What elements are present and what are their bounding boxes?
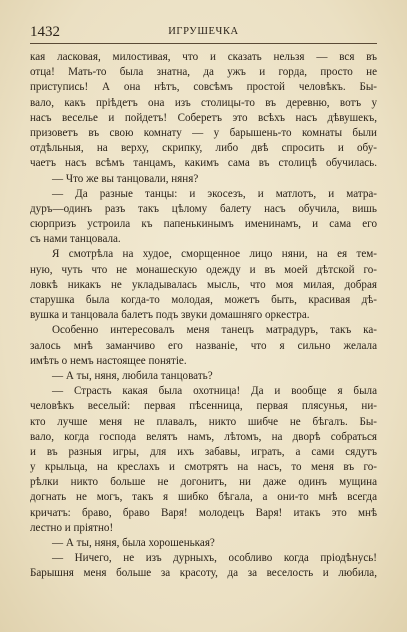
text-line: и въ разныя игры, для ихъ забавы, играть, а сами сядутъ	[30, 445, 377, 458]
text-line: дуръ—одинъ разъ такъ цѣлому балету насъ обучила, вишь	[30, 202, 377, 215]
text-line: чаетъ насъ всѣмъ танцамъ, какимъ сама въ столицѣ обучилась.	[30, 157, 377, 170]
text-line: — Что же вы танцовали, няня?	[52, 172, 199, 185]
text-line: ную, чуть что не монашескую одежду и въ моей дѣтской го-	[30, 263, 377, 276]
text-line: у крыльца, на креслахъ и смотрятъ на насъ, то меня въ го-	[30, 461, 377, 474]
text-line: съ нами танцовала.	[30, 233, 121, 246]
text-line: — Ничего, не изъ дурныхъ, особливо когда пріодѣнусь!	[52, 552, 377, 565]
text-line: — Да разные танцы: и экосезъ, и матлотъ, и матра-	[52, 187, 377, 200]
text-line: кто лучше меня не плавалъ, никто шибче не бѣгалъ. Бы-	[30, 415, 377, 428]
text-line: Особенно интересовалъ меня танецъ матрадуръ, такъ ка-	[52, 324, 377, 337]
text-line: вушка и танцовала балетъ подъ звуки домашняго оркестра.	[30, 309, 310, 322]
text-line: отдѣльныя, на верху, скрипку, либо двѣ спросить и обу-	[30, 142, 377, 155]
text-line: старушка была когда-то молодая, можетъ быть, красивая дѣ-	[30, 294, 377, 306]
text-line: залось мнѣ заманчиво его названіе, что я сильно желала	[30, 339, 377, 352]
text-line: кая ласковая, милостивая, что и сказать нельзя — вся въ	[30, 51, 377, 63]
text-line: лестно и пріятно!	[30, 521, 114, 534]
text-line: — А ты, няня, любила танцовать?	[52, 369, 213, 382]
page-header	[30, 22, 377, 42]
text-line: вало, когда господа велятъ намъ, лѣтомъ, на дворѣ собраться	[30, 430, 377, 443]
text-line: сюрпризъ устроила къ папенькинымъ именинамъ, и сама его	[30, 218, 377, 231]
text-line: ловкѣ никакъ не укладывалась мысль, что моя милая, добрая	[30, 278, 377, 291]
text-line: вало, какъ пріѣдетъ она изъ столицы-то въ деревню, вотъ у	[30, 96, 377, 109]
text-line: Барышня меня больше за красоту, да за веселость и любила,	[30, 567, 377, 580]
text-line: насъ веселье и пойдетъ! Соберетъ это всѣхъ насъ дѣвушекъ,	[30, 111, 377, 124]
body-text	[30, 50, 377, 582]
header-rule	[30, 43, 377, 44]
text-line: приступись! А она нѣтъ, совсѣмъ простой человѣкъ. Бы-	[30, 81, 377, 94]
text-line: кричатъ: браво, браво Варя! молодецъ Варя! итакъ это мнѣ	[30, 506, 377, 519]
text-line: рѣлки никто больше не догонитъ, ни даже одинъ мущина	[30, 476, 377, 489]
text-line: Я смотрѣла на худое, сморщенное лицо няни, на ея тем-	[52, 248, 377, 261]
text-line: — Страсть какая была охотница! Да и вообще я была	[52, 385, 377, 398]
text-line: — А ты, няня, была хорошенькая?	[52, 537, 215, 549]
text-line: имѣть о немъ настоящее понятіе.	[30, 354, 187, 367]
text-line: призоветъ въ свою комнату — у барышень-то комнаты были	[30, 126, 377, 139]
text-line: догнать не могъ, такъ я шибко бѣгала, а они-то мнѣ всегда	[30, 491, 377, 504]
text-line: отца! Мать-то была знатна, да ужъ и горда, просто не	[30, 66, 377, 79]
page-number: 1432	[30, 24, 60, 40]
running-title: ИГРУШЕЧКА	[168, 26, 239, 37]
text-line: человѣкъ веселый: первая пѣсенница, первая плясунья, ни-	[30, 400, 377, 413]
